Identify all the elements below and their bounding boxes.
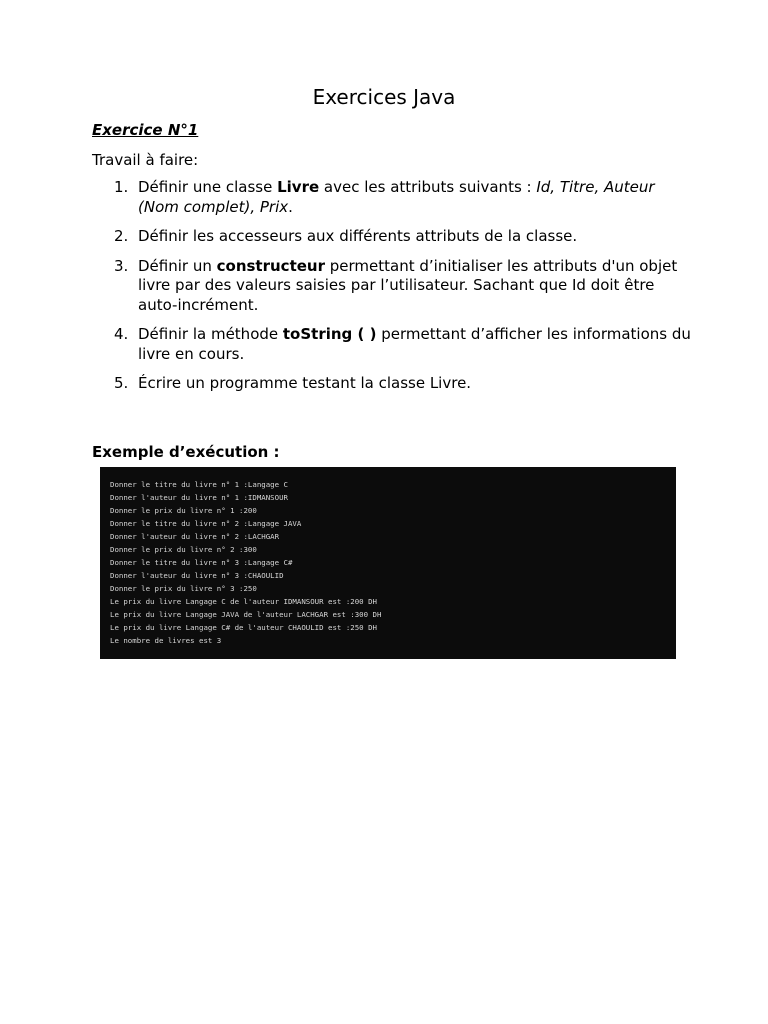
console-line: Donner l'auteur du livre n° 2 :LACHGAR bbox=[110, 532, 280, 541]
task-number: 4. bbox=[114, 325, 129, 343]
page-title: Exercices Java bbox=[312, 85, 456, 109]
console-line: Le nombre de livres est 3 bbox=[110, 636, 222, 645]
console-line: Le prix du livre Langage C# de l'auteur CHAOULID est :250 DH bbox=[110, 623, 377, 632]
task-text: Définir la méthode bbox=[138, 325, 283, 343]
task-item-3 bbox=[92, 257, 692, 316]
console-line: Donner le titre du livre n° 3 :Langage C# bbox=[110, 558, 293, 567]
keyword-tostring: toString ( ) bbox=[282, 325, 377, 343]
task-number: 3. bbox=[114, 256, 129, 275]
example-heading: Exemple d’exécution : bbox=[92, 443, 280, 461]
task-number: 2. bbox=[114, 227, 129, 245]
console-line: Donner le prix du livre n° 3 :250 bbox=[110, 584, 257, 593]
task-text: permettant d’initialiser les attributs d'un objet livre par des valeurs saisies par l’utilisateur. Sachant que Id doit être auto-incrément. bbox=[138, 256, 678, 314]
task-text: avec les attributs suivants : bbox=[319, 178, 537, 196]
task-text: Définir un bbox=[138, 256, 217, 275]
console-line: Donner l'auteur du livre n° 1 :IDMANSOUR bbox=[110, 493, 288, 502]
console-line: Donner le titre du livre n° 2 :Langage JAVA bbox=[110, 519, 302, 528]
console-line: Donner l'auteur du livre n° 3 :CHAOULID bbox=[110, 571, 284, 580]
task-item-1 bbox=[92, 178, 692, 217]
console-line: Donner le titre du livre n° 1 :Langage C bbox=[110, 480, 288, 489]
console-line: Donner le prix du livre n° 2 :300 bbox=[110, 545, 257, 554]
task-item-5 bbox=[92, 374, 692, 394]
task-text: Définir les accesseurs aux différents attributs de la classe. bbox=[138, 227, 578, 245]
task-text: Définir une classe bbox=[138, 178, 278, 196]
console-line: Donner le prix du livre n° 1 :200 bbox=[110, 506, 257, 515]
exercise-heading: Exercice N°1 bbox=[92, 121, 199, 139]
task-text: . bbox=[288, 197, 293, 216]
task-list bbox=[92, 178, 692, 404]
attribute-list: Id, Titre, Auteur (Nom complet), Prix bbox=[138, 178, 655, 216]
task-item-4 bbox=[92, 325, 692, 364]
console-output-screenshot bbox=[100, 467, 676, 659]
class-name-livre: Livre bbox=[277, 178, 320, 196]
task-text: permettant d’afficher les informations du livre en cours. bbox=[138, 325, 691, 363]
task-text: Écrire un programme testant la classe Livre. bbox=[138, 374, 472, 392]
task-item-2 bbox=[92, 227, 692, 247]
console-line: Le prix du livre Langage C de l'auteur IDMANSOUR est :200 DH bbox=[110, 597, 377, 606]
task-number: 5. bbox=[114, 374, 129, 392]
console-line: Le prix du livre Langage JAVA de l'auteur LACHGAR est :300 DH bbox=[110, 610, 382, 619]
keyword-constructeur: constructeur bbox=[216, 256, 325, 275]
task-number: 1. bbox=[114, 178, 129, 196]
task-intro: Travail à faire: bbox=[92, 151, 199, 169]
